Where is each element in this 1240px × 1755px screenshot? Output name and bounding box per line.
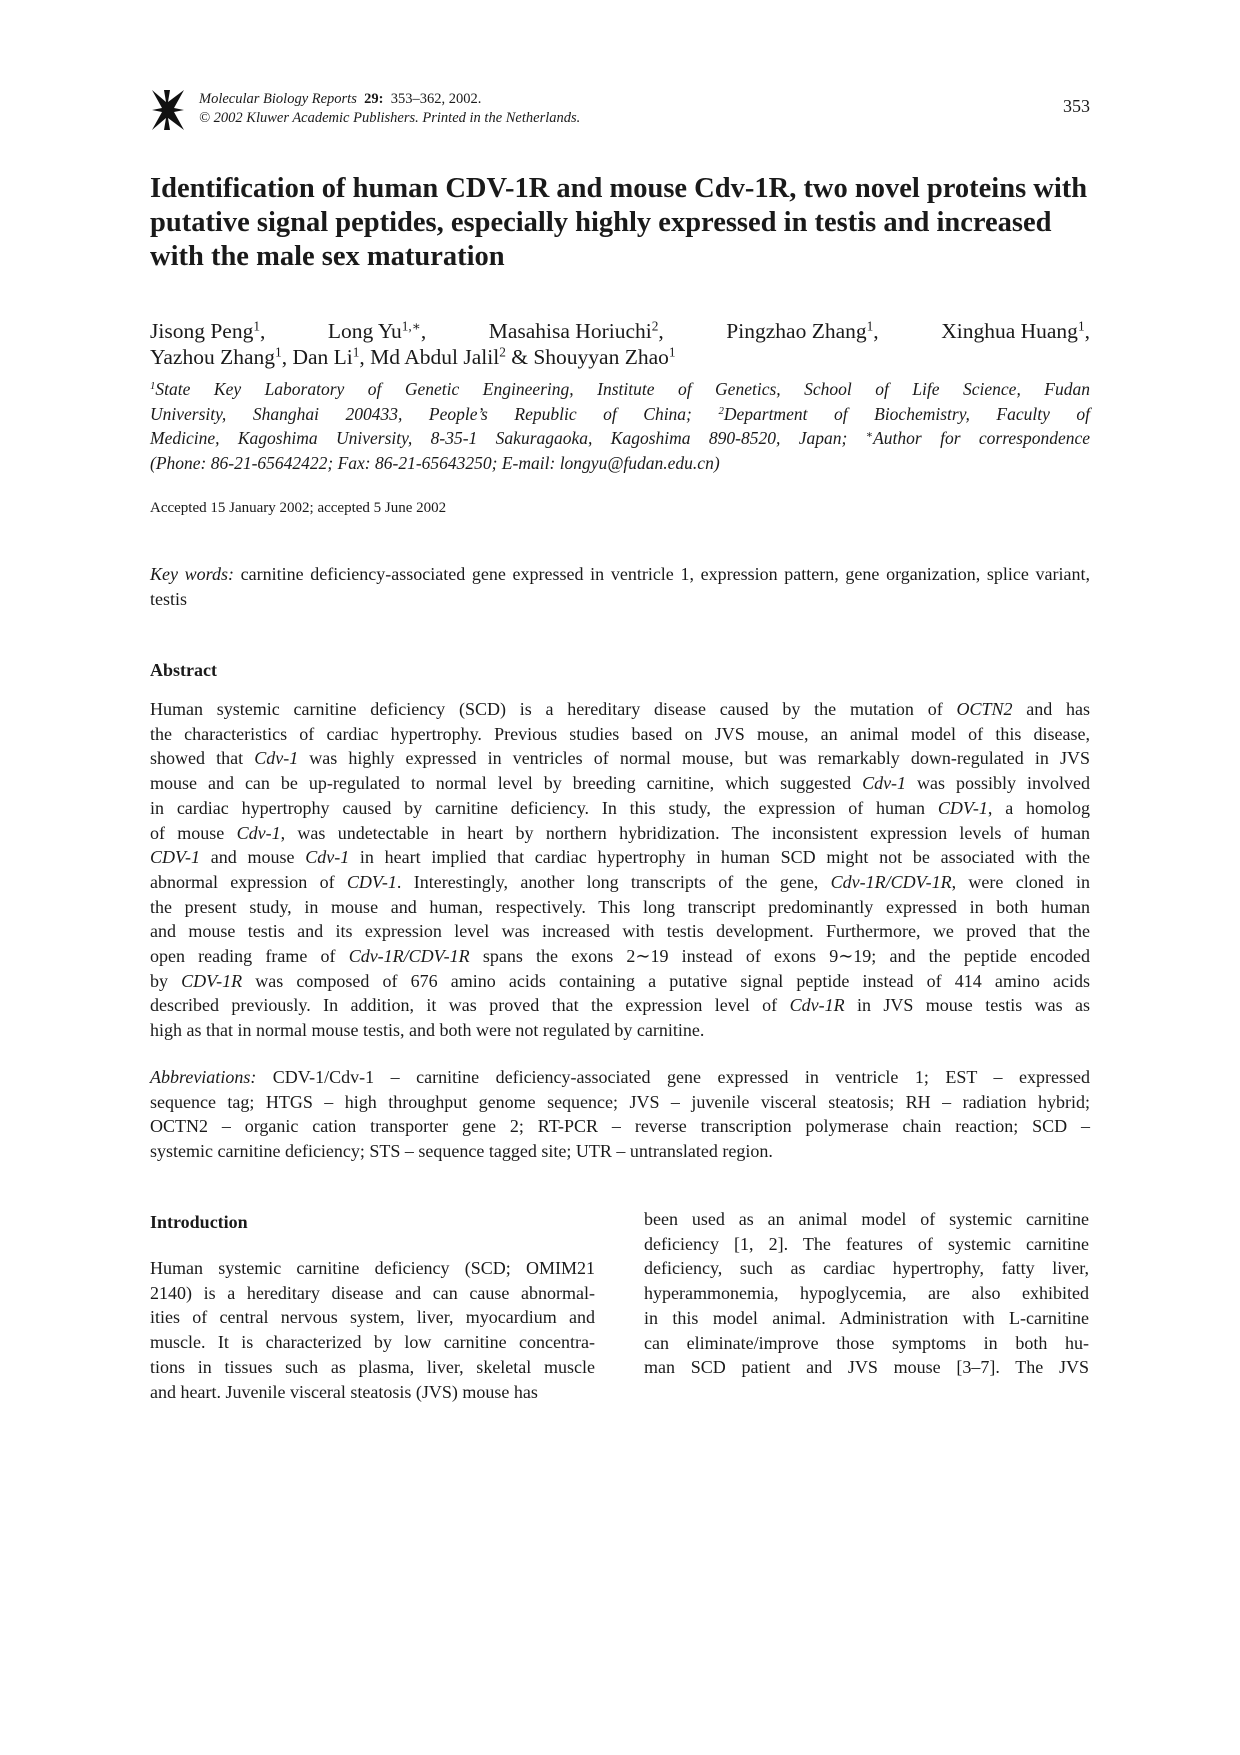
journal-copyright: © 2002 Kluwer Academic Publishers. Printed in the Netherlands. [199,110,581,126]
abstract-line: described previously. In addition, it was proved that the expression level of Cdv-1R in JVS mouse testis was as [150,995,1090,1016]
introduction-line: in this model animal. Administration with L-carnitine [644,1307,1089,1328]
abstract-body [150,697,1090,1043]
introduction-line: ities of central nervous system, liver, myocardium and [150,1307,595,1328]
introduction-line: man SCD patient and JVS mouse [3–7]. The JVS [644,1357,1089,1378]
abbreviations-line: sequence tag; HTGS – high throughput genome sequence; JVS – juvenile visceral steatosis; RH – radiation hybrid; [150,1091,1090,1112]
introduction-line: 2140) is a hereditary disease and can cause abnormal- [150,1282,595,1303]
keywords-text: carnitine deficiency-associated gene expressed in ventricle 1, expression pattern, gene organization, splice variant, testis [150,564,1091,609]
journal-pages: 353–362, 2002. [390,91,482,107]
journal-name: Molecular Biology Reports [199,91,357,107]
introduction-line: hyperammonemia, hypoglycemia, are also exhibited [644,1283,1089,1304]
abstract-line: Human systemic carnitine deficiency (SCD) is a hereditary disease caused by the mutation of OCTN2 and has [150,699,1090,719]
author-name: Md Abdul Jalil$^2$ & [370,344,534,369]
introduction-line: been used as an animal model of systemic carnitine [644,1209,1089,1229]
abstract-heading: Abstract [150,660,217,680]
introduction-line: Human systemic carnitine deficiency (SCD; OMIM21 [150,1258,595,1278]
author-name: Pingzhao Zhang$^1$, [726,318,879,343]
abstract-line: abnormal expression of CDV-1. Interestingly, another long transcripts of the gene, Cdv-1R/CDV-1R, were cloned in [150,871,1090,892]
abstract-line: in cardiac hypertrophy caused by carnitine deficiency. In this study, the expression of human CDV-1, a homolog [150,797,1090,818]
affiliations [150,377,1090,475]
abstract-line: high as that in normal mouse testis, and both were not regulated by carnitine. [150,1020,705,1041]
introduction-heading: Introduction [150,1212,248,1232]
abstract-line: by CDV-1R was composed of 676 amino acids containing a putative signal peptide instead of 414 amino acids [150,970,1091,991]
article-title: Identification of human CDV-1R and mouse Cdv-1R, two novel proteins with putative signal peptides, especially highly expressed in testis and increased with the male sex maturation [150,173,1088,272]
journal-volume: 29: [364,91,384,107]
author-name: Yazhou Zhang$^1$, [150,344,293,369]
introduction-line: can eliminate/improve those symptoms in both hu- [644,1332,1089,1353]
affiliation-line-1: $^1$State Key Laboratory of Genetic Engineering, Institute of Genetics, School of Life Science, Fudan [150,379,1090,399]
keywords [150,562,1090,612]
author-name: Dan Li$^1$, [292,344,371,369]
author-name: Masahisa Horiuchi$^2$, [488,318,664,343]
journal-citation [199,90,580,128]
author-name: Shouyyan Zhao$^1$ [533,344,676,369]
affiliation-line-3: Medicine, Kagoshima University, 8-35-1 Sakuragaoka, Kagoshima 890-8520, Japan; ∗Author for correspondence [150,428,1091,448]
abbreviations-line: systemic carnitine deficiency; STS – sequence tagged site; UTR – untranslated region. [150,1141,773,1162]
abbreviations-line: OCTN2 – organic cation transporter gene 2; RT-PCR – reverse transcription polymerase chain reaction; SCD – [150,1116,1090,1137]
abstract-line: showed that Cdv-1 was highly expressed in ventricles of normal mouse, but was remarkably down-regulated in JVS [150,748,1091,769]
page-number: 353 [1063,96,1090,116]
abstract-line: and mouse testis and its expression level was increased with testis development. Furthermore, we proved that the [150,921,1090,942]
publisher-logo-icon [150,88,186,132]
abstract-line: CDV-1 and mouse Cdv-1 in heart implied that cardiac hypertrophy in human SCD might not be associated with the [150,847,1091,868]
affiliation-contact: (Phone: 86-21-65642422; Fax: 86-21-65643250; E-mail: longyu@fudan.edu.cn) [150,452,720,473]
introduction-line: deficiency, such as cardiac hypertrophy, fatty liver, [644,1258,1089,1279]
accepted-dates: Accepted 15 January 2002; accepted 5 June 2002 [150,500,447,516]
introduction-line: muscle. It is characterized by low carnitine concentra- [150,1332,595,1353]
affiliation-line-2: University, Shanghai 200433, People’s Republic of China; $^2$Department of Biochemistry, Faculty of [150,403,1091,424]
abstract-line: the characteristics of cardiac hypertrophy. Previous studies based on JVS mouse, an animal model of this disease, [150,723,1090,744]
author-line-1 [150,318,1090,344]
author-name: Xinghua Huang$^1$, [941,318,1090,343]
journal-header [150,84,1090,134]
introduction-line: tions in tissues such as plasma, liver, skeletal muscle [150,1356,595,1377]
introduction-line: deficiency [1, 2]. The features of systemic carnitine [644,1233,1089,1254]
abstract-line: of mouse Cdv-1, was undetectable in heart by northern hybridization. The inconsistent expression levels of human [150,822,1090,843]
abstract-line: mouse and can be up-regulated to normal level by breeding carnitine, which suggested Cdv-1 was possibly involved [150,773,1091,794]
author-list [150,318,1090,370]
author-line-2 [150,344,1090,370]
abstract-line: the present study, in mouse and human, respectively. This long transcript predominantly expressed in both human [150,896,1090,917]
introduction-right-column [644,1207,1089,1380]
abbreviations [150,1065,1090,1164]
abstract-line: open reading frame of Cdv-1R/CDV-1R spans the exons 2∼19 instead of exons 9∼19; and the peptide encoded [150,946,1090,967]
abbreviations-line: Abbreviations: CDV-1/Cdv-1 – carnitine deficiency-associated gene expressed in ventricle 1; EST – expressed [150,1067,1090,1087]
introduction-left-column [150,1256,595,1404]
keywords-label: Key words: [150,564,234,584]
author-name: Jisong Peng$^1$, [150,318,266,343]
author-name: Long $Yu^{1,∗}$, [327,318,427,343]
introduction-line: and heart. Juvenile visceral steatosis (JVS) mouse has [150,1381,538,1402]
